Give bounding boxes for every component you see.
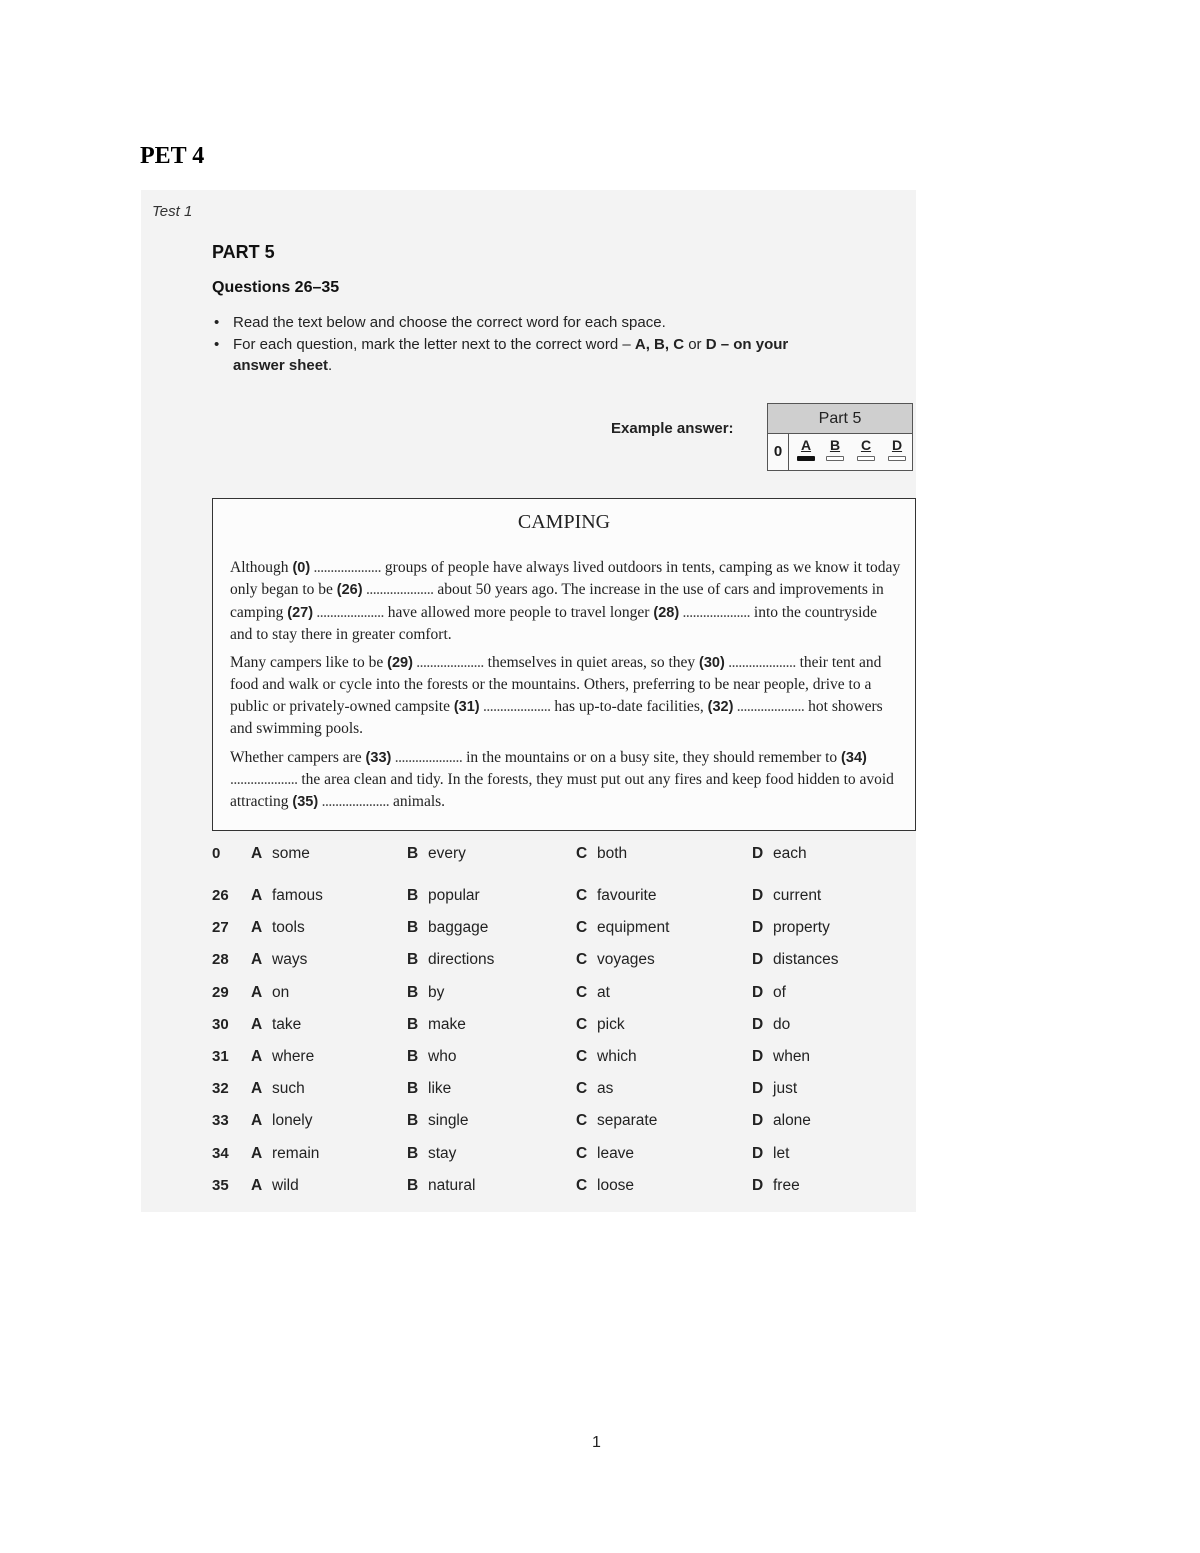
passage-text: themselves in quiet areas, so they	[483, 654, 700, 671]
option-letter: B	[407, 951, 419, 969]
option-letter: B	[407, 845, 419, 862]
option-word: do	[773, 1015, 791, 1033]
gap-blank: ....................	[318, 792, 390, 810]
option-row	[212, 984, 912, 1006]
option-letter: A	[251, 919, 263, 937]
option-letter: A	[251, 1048, 263, 1065]
option-letter: C	[576, 845, 588, 862]
option-word: property	[773, 919, 830, 937]
example-number: 0	[768, 433, 789, 470]
option-c	[576, 951, 655, 969]
example-box-title: Part 5	[768, 404, 912, 434]
option-letter: A	[251, 1112, 263, 1130]
example-option-letter: B	[829, 437, 841, 453]
answer-mark-icon	[888, 456, 906, 461]
passage-box	[212, 498, 916, 831]
option-row	[212, 951, 912, 973]
instruction-bold: D – on your answer sheet	[233, 336, 789, 374]
passage-paragraph	[230, 557, 902, 645]
option-letter: C	[576, 983, 588, 1001]
example-option-letter: C	[860, 437, 872, 453]
option-letter: D	[752, 951, 764, 969]
passage-text: have allowed more people to travel longer	[383, 603, 654, 621]
option-a	[251, 984, 289, 1002]
gap-blank: ....................	[733, 697, 805, 715]
gap-number: (32)	[707, 698, 734, 715]
option-letter: A	[251, 983, 263, 1001]
option-c	[576, 1016, 625, 1034]
gap-number: (33)	[365, 750, 392, 766]
instruction-text: .	[328, 357, 333, 374]
passage-title: CAMPING	[517, 511, 611, 533]
option-word: like	[428, 1080, 452, 1098]
question-number: 32	[212, 1080, 229, 1098]
passage-text: in the mountains or on a busy site, they should remember to	[462, 749, 842, 766]
option-word: lonely	[272, 1112, 313, 1130]
option-letter: D	[752, 1048, 764, 1065]
question-number: 34	[212, 1144, 229, 1162]
answer-mark-icon	[857, 456, 875, 461]
option-word: when	[773, 1048, 811, 1065]
passage-text: Whether campers are	[230, 749, 366, 766]
option-a	[251, 951, 307, 969]
scanned-exam-page	[141, 190, 916, 1212]
option-a	[251, 1080, 305, 1098]
option-letter: C	[576, 951, 588, 969]
answer-mark-icon	[826, 456, 844, 461]
option-b	[407, 1016, 466, 1034]
option-d	[752, 887, 821, 905]
option-letter: D	[752, 1144, 764, 1162]
option-letter: A	[251, 845, 263, 862]
gap-number: (28)	[653, 604, 680, 621]
question-number: 28	[212, 951, 229, 969]
option-word: by	[428, 983, 445, 1001]
option-word: of	[773, 983, 786, 1001]
example-option-letter: A	[800, 437, 812, 453]
option-letter: A	[251, 1080, 263, 1098]
instruction-text: or	[684, 336, 706, 353]
option-c	[576, 1112, 657, 1130]
option-letter: B	[407, 1144, 419, 1162]
option-word: baggage	[428, 919, 489, 937]
option-word: both	[597, 845, 628, 862]
gap-number: (0)	[292, 560, 311, 576]
gap-blank: ....................	[679, 603, 751, 621]
passage-text: has up-to-date facilities,	[550, 697, 708, 715]
option-letter: A	[251, 1144, 263, 1162]
option-a	[251, 887, 323, 905]
option-letter: D	[752, 1080, 764, 1098]
test-label: Test 1	[152, 203, 193, 220]
option-word: distances	[773, 951, 839, 969]
option-word: each	[773, 845, 807, 862]
option-letter: A	[251, 887, 263, 904]
instruction-text: Read the text below and choose the correct word for each space.	[233, 314, 666, 331]
option-d	[752, 1177, 800, 1195]
option-word: let	[773, 1144, 790, 1162]
option-b	[407, 1112, 469, 1130]
option-d	[752, 919, 830, 937]
option-b	[407, 984, 444, 1002]
option-word: tools	[272, 919, 305, 937]
option-word: current	[773, 887, 822, 904]
option-letter: D	[752, 845, 764, 862]
option-c	[576, 1048, 637, 1066]
option-word: favourite	[597, 887, 657, 904]
option-b	[407, 1177, 475, 1195]
example-option	[824, 437, 846, 461]
option-letter: D	[752, 1015, 764, 1033]
option-b	[407, 951, 494, 969]
answer-mark-icon	[797, 456, 815, 461]
option-word: remain	[272, 1144, 320, 1162]
passage-text: Although	[230, 559, 293, 576]
option-letter: C	[576, 919, 588, 937]
question-number: 29	[212, 983, 229, 1001]
option-letter: B	[407, 887, 419, 904]
gap-number: (34)	[841, 750, 867, 766]
option-letter: C	[576, 1176, 588, 1194]
gap-blank: ....................	[391, 749, 463, 766]
option-row	[212, 1145, 912, 1167]
option-word: where	[272, 1048, 315, 1065]
option-a	[251, 1048, 314, 1066]
example-option	[886, 437, 908, 461]
gap-number: (30)	[699, 655, 725, 671]
document-title: PET 4	[140, 143, 205, 169]
instruction-item	[212, 334, 832, 376]
option-a	[251, 1016, 301, 1034]
gap-blank: ....................	[313, 603, 384, 621]
option-d	[752, 1048, 810, 1066]
gap-number: (31)	[453, 698, 480, 715]
option-word: equipment	[597, 919, 670, 937]
passage-text: Many campers like to be	[230, 654, 388, 671]
option-c	[576, 919, 669, 937]
option-row	[212, 1048, 912, 1070]
option-c	[576, 845, 627, 863]
option-word: famous	[272, 887, 323, 904]
option-letter: B	[407, 1015, 419, 1033]
question-number: 0	[212, 845, 221, 862]
option-row	[212, 887, 912, 909]
option-letter: B	[407, 983, 419, 1001]
question-number: 35	[212, 1176, 229, 1194]
option-word: just	[773, 1080, 798, 1098]
option-word: stay	[428, 1144, 457, 1162]
option-c	[576, 1080, 613, 1098]
option-letter: C	[576, 1144, 588, 1162]
instruction-item	[212, 312, 832, 333]
questions-heading: Questions 26–35	[212, 279, 340, 296]
option-d	[752, 984, 786, 1002]
passage-text: their tent and food and walk or cycle into the forests or the mountains. Others, preferring to be near people, drive to a public or privately-owned campsite	[230, 654, 882, 715]
option-word: who	[428, 1048, 457, 1065]
option-letter: A	[251, 1015, 263, 1033]
option-letter: B	[407, 1048, 419, 1065]
option-c	[576, 984, 610, 1002]
instruction-text: For each question, mark the letter next to the correct word –	[233, 336, 635, 353]
example-option-letter: D	[891, 437, 903, 453]
option-a	[251, 919, 305, 937]
option-letter: A	[251, 951, 263, 969]
option-letter: D	[752, 887, 764, 904]
option-row	[212, 1112, 912, 1134]
option-letter: C	[576, 1080, 588, 1098]
passage-paragraph	[230, 652, 902, 739]
option-word: voyages	[597, 951, 655, 969]
option-b	[407, 845, 466, 863]
gap-number: (35)	[292, 793, 319, 810]
passage-text: into the countryside and to stay there in greater comfort.	[230, 603, 878, 643]
option-b	[407, 887, 480, 905]
option-letter: C	[576, 1112, 588, 1130]
example-answer-box	[767, 403, 913, 471]
question-number: 33	[212, 1112, 229, 1130]
option-letter: A	[251, 1176, 263, 1194]
gap-blank: ....................	[724, 654, 796, 671]
option-row	[212, 1177, 912, 1199]
gap-number: (26)	[336, 582, 363, 599]
option-row	[212, 1016, 912, 1038]
option-row	[212, 845, 912, 867]
option-letter: D	[752, 919, 764, 937]
passage-text: the area clean and tidy. In the forests, they must put out any fires and keep food hidden to avoid attracting	[230, 771, 894, 810]
option-b	[407, 1145, 456, 1163]
passage-text: about 50 years ago. The increase in the use of cars and improvements in camping	[230, 581, 884, 621]
option-word: on	[272, 983, 290, 1001]
gap-blank: ....................	[479, 697, 551, 715]
option-letter: C	[576, 887, 588, 904]
option-letter: B	[407, 1112, 419, 1130]
option-word: such	[272, 1080, 305, 1098]
option-word: alone	[773, 1112, 811, 1130]
passage-text: animals.	[389, 792, 446, 810]
option-word: as	[597, 1080, 614, 1098]
option-row	[212, 1080, 912, 1102]
option-word: single	[428, 1112, 469, 1130]
option-letter: D	[752, 1112, 764, 1130]
option-word: separate	[597, 1112, 658, 1130]
passage-paragraph	[230, 747, 902, 813]
option-d	[752, 1145, 789, 1163]
option-word: ways	[272, 951, 308, 969]
option-word: which	[597, 1048, 637, 1065]
option-d	[752, 1016, 790, 1034]
option-word: free	[773, 1176, 800, 1194]
question-number: 30	[212, 1015, 229, 1033]
option-word: every	[428, 845, 466, 862]
option-letter: D	[752, 1176, 764, 1194]
option-word: make	[428, 1015, 466, 1033]
option-word: natural	[428, 1176, 476, 1194]
example-option	[855, 437, 877, 461]
option-word: directions	[428, 951, 495, 969]
passage-text: hot showers and swimming pools.	[230, 697, 883, 737]
gap-blank: ....................	[362, 581, 434, 599]
part-heading: PART 5	[212, 242, 275, 262]
gap-number: (29)	[387, 655, 413, 671]
gap-number: (27)	[287, 604, 314, 621]
option-row	[212, 919, 912, 941]
option-word: take	[272, 1015, 302, 1033]
option-d	[752, 1080, 797, 1098]
option-c	[576, 1177, 634, 1195]
option-word: at	[597, 983, 610, 1001]
option-word: loose	[597, 1176, 635, 1194]
option-b	[407, 919, 488, 937]
passage-text: groups of people have always lived outdoors in tents, camping as we know it today only began to be	[230, 559, 901, 599]
option-letter: B	[407, 919, 419, 937]
option-d	[752, 1112, 811, 1130]
instruction-bold: A, B, C	[634, 336, 685, 353]
option-d	[752, 845, 807, 863]
question-number: 31	[212, 1048, 229, 1065]
option-word: leave	[597, 1144, 635, 1162]
option-letter: B	[407, 1080, 419, 1098]
option-word: pick	[597, 1015, 625, 1033]
option-d	[752, 951, 838, 969]
option-a	[251, 1177, 299, 1195]
option-b	[407, 1080, 451, 1098]
option-a	[251, 845, 310, 863]
option-a	[251, 1112, 313, 1130]
option-letter: C	[576, 1015, 588, 1033]
question-number: 27	[212, 919, 229, 937]
instructions-list	[212, 312, 832, 377]
option-c	[576, 887, 656, 905]
gap-blank: ....................	[230, 771, 298, 789]
option-letter: D	[752, 983, 764, 1001]
gap-blank: ....................	[310, 559, 382, 576]
option-letter: C	[576, 1048, 588, 1065]
option-word: wild	[272, 1176, 299, 1194]
option-a	[251, 1145, 319, 1163]
question-number: 26	[212, 887, 229, 904]
gap-blank: ....................	[412, 654, 484, 671]
option-c	[576, 1145, 634, 1163]
option-b	[407, 1048, 456, 1066]
option-letter: B	[407, 1176, 419, 1194]
page-number: 1	[592, 1434, 601, 1451]
option-word: popular	[428, 887, 480, 904]
option-word: some	[272, 845, 310, 862]
example-answer-label: Example answer:	[611, 420, 734, 437]
example-option	[795, 437, 817, 461]
